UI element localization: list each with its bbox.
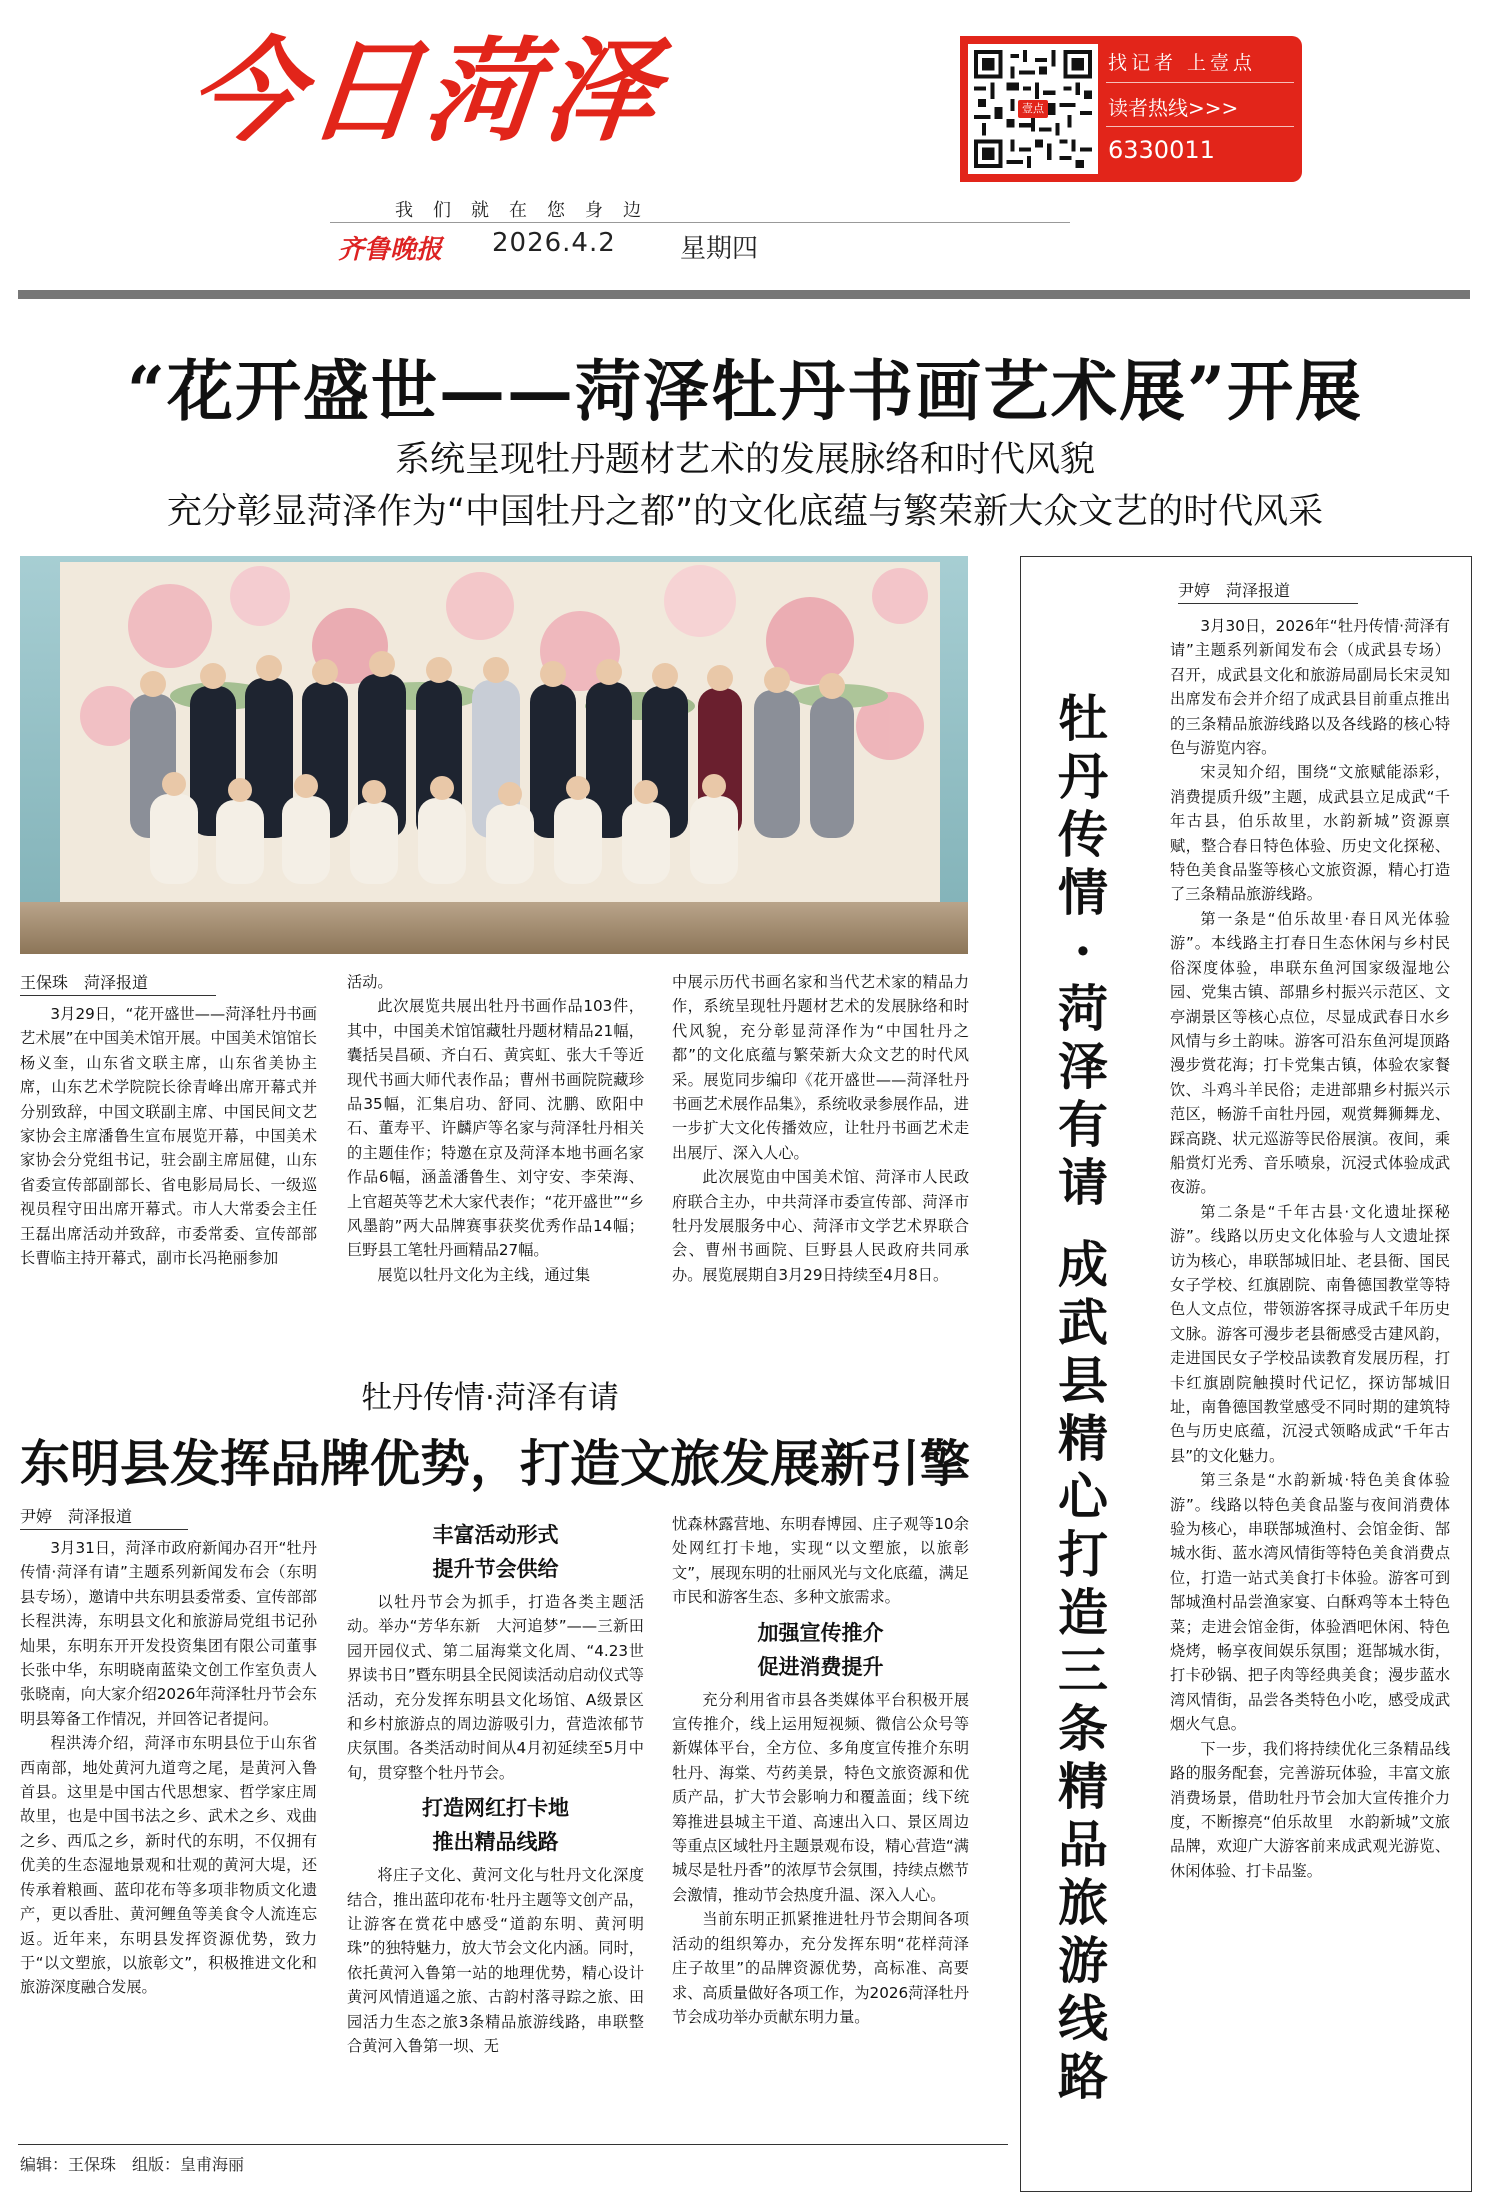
section-heading [347,1518,644,1586]
masthead [0,0,1488,300]
lead-subhead-1: 系统呈现牡丹题材艺术的发展脉络和时代风貌 [394,440,1095,480]
hotline-box [960,36,1302,182]
story2-kicker: 牡丹传情·菏泽有请 [361,1380,619,1416]
qr-badge: 壹点 [1018,100,1048,118]
story2-column-3 [672,1512,985,2136]
paragraph: 第三条是“水韵新城·特色美食体验游”。线路以特色美食品鉴与夜间消费体验为核心，串联郜城渔村、会馆金街、郜城水街、蓝水湾风情街等特色美食消费点位，打造一站式美食打卡体验。游客可到郜城渔村品尝渔家宴、白酥鸡等本土特色菜；走进会馆金街，体验酒吧休闲、特色烧烤，畅享夜间娱乐氛围；逛郜城水街，打卡砂锅、把子肉等经典美食；漫步蓝水湾风情街，品尝各类特色小吃，感受成武烟火气息。 [1170,1471,1450,1734]
vertical-headline-char: 三 [1058,1641,1108,1700]
paragraph: 充分利用省市县各类媒体平台积极开展宣传推介，线上运用短视频、微信公众号等新媒体平台，全方位、多角度宣传推介东明牡丹、海棠、芍药美景，特色文旅资源和优质产品，扩大节会影响力和覆盖面；线下统筹推进县城主干道、高速出入口、景区周边等重点区域牡丹主题景观布设，精心营造“满城尽是牡丹香”的浓厚节会氛围，持续点燃节会激情，推动节会热度升温、深入人心。 [672,1690,969,1904]
issue-weekday: 星期四 [680,234,759,264]
vertical-headline-char: 旅 [1058,1873,1108,1932]
issue-date: 2026.4.2 [492,228,616,258]
paragraph: 忧森林露营地、东明春博园、庄子观等10余处网红打卡地，实现“以文塑旅，以旅彰文”，展现东明的壮丽风光与文化底蕴，满足市民和游客生态、多种文旅需求。 [672,1515,969,1607]
section-heading-line: 打造网红打卡地 [422,1795,569,1821]
side-story-vertical-headline [1052,690,1114,2106]
vertical-headline-char: 菏 [1058,979,1108,1038]
paragraph: 第二条是“千年古县·文化遗址探秘游”。线路以历史文化体验与人文遗址探访为核心，串联郜城旧址、老县衙、国民女子学校、红旗剧院、南鲁德国教堂等特色人文点位，带领游客探寻成武千年历史文脉。游客可漫步老县衙感受古建风韵，走进国民女子学校品读教育发展历程，打卡红旗剧院触摸时代记忆，探访郜城旧址，南鲁德国教堂感受不同时期的建筑特色与历史底蕴，沉浸式领略成武“千年古县”的文化魅力。 [1170,1202,1450,1465]
paragraph: 展览以牡丹文化为主线，通过集 [377,1265,591,1284]
paragraph: 3月29日，“花开盛世——菏泽牡丹书画艺术展”在中国美术馆开展。中国美术馆馆长杨义奎，山东省文联主席，山东省美协主席，山东艺术学院院长徐青峰出席开幕式并分别致辞，中国文联副主席、中国民间文艺家协会主席潘鲁生宣布展览开幕，中国美术家协会分党组书记，驻会副主席屈健，山东省委宣传部副部长、省电影局局长、一级巡视员程守田出席开幕式。市人大常委会主任王磊出席活动并致辞，市委常委、宣传部部长曹临主持开幕式，副市长冯艳丽参加 [20,1005,317,1268]
masthead-hairline [330,222,1070,223]
section-heading [347,1791,644,1859]
vertical-headline-char [1052,1212,1114,1236]
vertical-headline-char: 打 [1058,1525,1108,1584]
section-heading-line: 促进消费提升 [757,1653,884,1679]
hotline-number[interactable]: 6330011 [1108,136,1215,164]
vertical-headline-char: 成 [1058,1235,1108,1294]
paragraph: 以牡丹节会为抓手，打造各类主题活动。举办“芳华东新 大河追梦”——三新田园开园仪式、第二届海棠文化周、“4.23世界读书日”暨东明县全民阅读活动启动仪式等活动，充分发挥东明县文化场馆、A级景区和乡村旅游点的周边游吸引力，营造浓郁节庆氛围。各类活动时间从4月初延续至5月中旬，贯穿整个牡丹节会。 [347,1593,644,1782]
vertical-headline-char: 品 [1058,1815,1108,1874]
vertical-headline-char: 有 [1058,1095,1108,1154]
newspaper-logo: 今日菏泽 [183,27,669,157]
masthead-rule [18,290,1470,299]
lead-byline: 王保珠 菏泽报道 [20,970,216,996]
vertical-headline-char: 泽 [1058,1037,1108,1096]
lead-column-2 [347,970,644,1344]
vertical-headline-char: 精 [1058,1409,1108,1468]
vertical-headline-char: 武 [1058,1293,1108,1352]
paragraph: 3月31日，菏泽市政府新闻办召开“牡丹传情·菏泽有请”主题系列新闻发布会（东明县专场），邀请中共东明县委常委、宣传部部长程洪涛，东明县文化和旅游局党组书记孙灿果，东明东开开发投资集团有限公司董事长张中华，东明晓南蓝染文创工作室负责人张晓南，向大家介绍2026年菏泽牡丹节会东明县筹备工作情况，并回答记者提问。 [20,1539,317,1728]
paragraph: 3月30日，2026年“牡丹传情·菏泽有请”主题系列新闻发布会（成武县专场）召开，成武县文化和旅游局副局长宋灵知出席发布会并介绍了成武县目前重点推出的三条精品旅游线路以及各线路的核心特色与游览内容。 [1170,617,1450,758]
vertical-headline-char: 牡 [1058,689,1108,748]
vertical-headline-char: 路 [1058,2047,1108,2106]
hotline-divider [1106,82,1294,83]
story2-headline: 东明县发挥品牌优势，打造文旅发展新引擎 [20,1434,970,1493]
hotline-label: 读者热线>>> [1108,96,1239,120]
vertical-headline-char: 造 [1058,1583,1108,1642]
vertical-headline-char: 条 [1058,1699,1108,1758]
story2-column-1 [20,1536,317,2136]
footer-rule [18,2144,1008,2145]
paragraph: 将庄子文化、黄河文化与牡丹文化深度结合，推出蓝印花布·牡丹主题等文创产品，让游客在赏花中感受“道韵东明、黄河明珠”的独特魅力，放大节会文化内涵。同时，依托黄河入鲁第一站的地理优势，精心设计黄河风情逍遥之旅、古韵村落寻踪之旅、田园活力生态之旅3条精品旅游线路，串联整合黄河入鲁第一坝、无 [347,1866,644,2056]
exhibition-group-photo [20,556,968,954]
story2-byline: 尹婷 菏泽报道 [20,1504,188,1530]
vertical-headline-char: 线 [1058,1989,1108,2048]
lead-column-1 [20,1002,317,1344]
lead-column-3 [672,970,969,1344]
paragraph: 此次展览共展出牡丹书画作品103件，其中，中国美术馆馆藏牡丹题材精品21幅，囊括吴昌硕、齐白石、黄宾虹、张大千等近现代书画大师代表作品；曹州书画院院藏珍品35幅，汇集启功、舒同、沈鹏、欧阳中石、董寿平、许麟庐等名家与菏泽牡丹相关的主题佳作；特邀在京及菏泽本地书画名家作品6幅，涵盖潘鲁生、刘守安、李荣海、上官超英等艺术大家代表作；“花开盛世”“乡风墨韵”两大品牌赛事获奖优秀作品14幅；巨野县工笔牡丹画精品27幅。 [347,997,644,1260]
section-heading [672,1616,969,1684]
paragraph: 中展示历代书画名家和当代艺术家的精品力作，系统呈现牡丹题材艺术的发展脉络和时代风貌，充分彰显菏泽作为“中国牡丹之都”的文化底蕴与繁荣新大众文艺的时代风采。展览同步编印《花开盛世——菏泽牡丹书画艺术展作品集》，系统收录参展作品，进一步扩大文化传播效应，让牡丹书画艺术走出展厅、深入人心。 [672,973,969,1162]
hotline-slogan: 找记者 上壹点 [1108,52,1257,74]
paragraph: 宋灵知介绍，围绕“文旅赋能添彩，消费提质升级”主题，成武县立足成武“千年古县，伯乐故里，水韵新城”资源禀赋，整合春日特色体验、历史文化探秘、特色美食品鉴等核心文旅资源，精心打造了三条精品旅游线路。 [1170,763,1450,904]
parent-paper-name: 齐鲁晚报 [338,235,443,265]
vertical-headline-char: 县 [1058,1351,1108,1410]
vertical-headline-char: 请 [1058,1153,1108,1212]
vertical-headline-char: 丹 [1058,747,1108,806]
paragraph: 此次展览由中国美术馆、菏泽市人民政府联合主办，中共菏泽市委宣传部、菏泽市牡丹发展服务中心、菏泽市文学艺术界联合会、曹州书画院、巨野县人民政府共同承办。展览展期自3月29日持续至4月8日。 [672,1168,969,1284]
editor-credits: 编辑：王保珠 组版：皇甫海丽 [20,2155,245,2174]
section-heading-line: 加强宣传推介 [757,1619,884,1645]
vertical-headline-char: · [1074,921,1092,980]
vertical-headline-char: 情 [1058,863,1108,922]
section-heading-line: 丰富活动形式 [432,1522,559,1547]
hotline-divider [1106,126,1294,127]
lead-headline: “花开盛世——菏泽牡丹书画艺术展”开展 [127,352,1363,430]
side-byline: 尹婷 菏泽报道 [1178,578,1358,604]
vertical-headline-char: 游 [1058,1931,1108,1990]
side-story-body [1170,614,1450,2174]
qr-code-icon[interactable] [968,44,1098,174]
paragraph: 当前东明正抓紧推进牡丹节会期间各项活动的组织筹办，充分发挥东明“花样菏泽 庄子故里”的品牌资源优势，高标准、高要求、高质量做好各项工作，为2026菏泽牡丹节会成功举办贡献东明力量。 [672,1910,985,2026]
vertical-headline-char: 心 [1058,1467,1108,1526]
story2-column-2 [347,1512,644,2136]
section-heading-line: 提升节会供给 [432,1556,559,1581]
masthead-slogan: 我们就在您身边 [395,200,661,221]
vertical-headline-char: 精 [1058,1757,1108,1816]
lead-subhead-2: 充分彰显菏泽作为“中国牡丹之都”的文化底蕴与繁荣新大众文艺的时代风采 [166,492,1324,532]
section-heading-line: 推出精品线路 [432,1829,559,1855]
vertical-headline-char: 传 [1058,805,1108,864]
paragraph: 活动。 [347,973,393,991]
paragraph: 第一条是“伯乐故里·春日风光体验游”。本线路主打春日生态休闲与乡村民俗深度体验，串联东鱼河国家级湿地公园、党集古镇、部鼎乡村振兴示范区、文亭湖景区等核心点位，尽显成武春日水乡风情与乡土韵味。游客可沿东鱼河堤顶路漫步赏花海；打卡党集古镇，体验农家餐饮、斗鸡斗羊民俗；走进部鼎乡村振兴示范区，畅游千亩牡丹园，观赏舞狮舞龙、踩高跷、状元巡游等民俗展演。夜间，乘船赏灯光秀、音乐喷泉，沉浸式体验成武夜游。 [1170,909,1450,1197]
paragraph: 程洪涛介绍，菏泽市东明县位于山东省西南部，地处黄河九道弯之尾，是黄河入鲁首县。这里是中国古代思想家、哲学家庄周故里，也是中国书法之乡、武术之乡、戏曲之乡、西瓜之乡，新时代的东明，不仅拥有优美的生态湿地景观和壮观的黄河大堤，还传承着粮画、蓝印花布等多项非物质文化遗产，更以香肚、黄河鲤鱼等美食令人流连忘返。近年来，东明县发挥资源优势，致力于“以文塑旅，以旅彰文”，积极推进文化和旅游深度融合发展。 [20,1734,317,1997]
paragraph: 下一步，我们将持续优化三条精品线路的服务配套，完善游玩体验，丰富文旅消费场景，借助牡丹节会加大宣传推介力度，不断擦亮“伯乐故里 水韵新城”文旅品牌，欢迎广大游客前来成武观光游览、休闲体验、打卡品鉴。 [1170,1739,1450,1880]
